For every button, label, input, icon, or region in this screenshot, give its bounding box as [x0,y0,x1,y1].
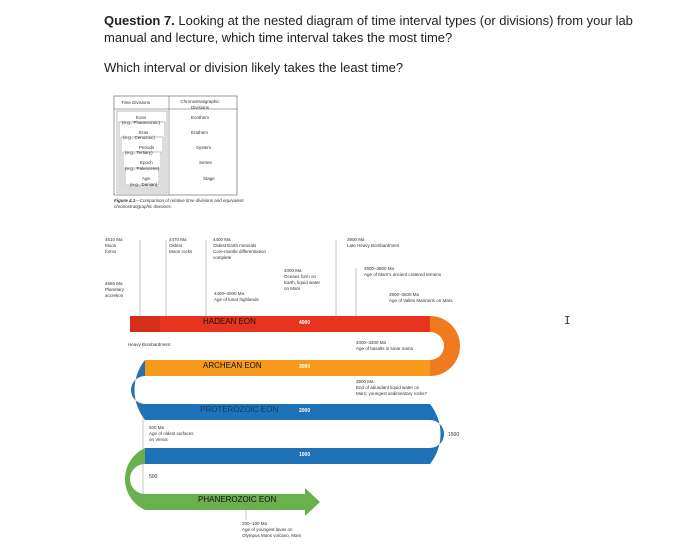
hadean-mark: 4000 [299,320,311,326]
fig-col1-header: Time Divisions [121,100,151,105]
event-heavy-bombardment: Heavy Bombardment [128,342,171,347]
fig-row-age: Age [142,176,151,181]
event-4400-d: complete [213,255,232,260]
event-3900-b: Late Heavy Bombardment [347,243,400,248]
archean-label: ARCHEAN EON [203,361,262,370]
event-3900s-b: Age of Valles Marineris on Mars [389,298,453,303]
hadean-label: HADEAN EON [203,317,256,326]
event-4000-d: on Mars [284,286,301,291]
event-4510: 4510 Ma [105,237,123,242]
event-4470-b: Oldest [169,243,183,248]
event-500-c: on Venus [149,437,168,442]
fig-row-periods-right: System [196,145,212,150]
fig-row-eons: Eons [136,115,147,120]
event-4400: 4400 Ma [213,237,231,242]
fig-row-eras: Eras [139,130,149,135]
event-4000-c: Earth, liquid water [284,280,321,285]
event-4400-b: Oldest Earth minerals [213,243,257,248]
event-3900: 3900 Ma [347,237,365,242]
mark-500: 500 [149,474,158,480]
proterozoic-lower-mark: 1000 [299,452,311,458]
fig-row-eras-right: Erathem [191,130,209,135]
event-4470: 4470 Ma [169,237,187,242]
event-4510-c: forms [105,249,117,254]
figure-caption [114,198,264,209]
event-4400r: 4400–4000 Ma [214,291,245,296]
event-200: 200–100 Ma [242,521,268,526]
event-3500-b: End of abundant liquid water on [356,385,420,390]
proterozoic-mark: 2000 [299,408,311,414]
event-4000: 4000 Ma [284,268,302,273]
event-4000-b: Oceans form on [284,274,317,279]
hadean-band [130,316,430,332]
event-3500: 3500 Ma [356,379,374,384]
fig-row-epoch: Epoch [140,160,153,165]
event-4000r: 4000–3200 Ma [356,340,387,345]
fig-col2-header: Chronostratigraphic Divisions [180,99,220,110]
proterozoic-label: PROTEROZOIC EON [200,405,279,414]
event-3900s: 3900–3500 Ma [389,292,420,297]
event-4510-b: Moon [105,243,117,248]
event-4560: 4560 Ma [105,281,123,286]
question-text [104,12,664,46]
text-cursor-icon: I [564,314,571,327]
fig-row-epoch-eg: (e.g., Paleocene) [125,166,160,171]
figure-caption-label: Figure 4.1 [114,198,136,203]
question-body: Looking at the nested diagram of time interval types (or divisions) from your lab manual and lecture, which time interval takes the most time? [104,13,633,45]
fig-row-epoch-right: Series [199,160,212,165]
event-200-b: Age of youngest lavas on [242,527,293,532]
sub-question: Which interval or division likely takes the least time? [104,60,404,75]
event-4560-c: accretion [105,293,124,298]
fig-row-eras-eg: (e.g., Cenozoic) [123,135,155,140]
fig-row-eons-right: Eonthem [191,115,210,120]
event-3900r: 3900–3800 Ma [364,266,395,271]
fig-row-eons-eg: (e.g., Phanerozoic) [122,120,161,125]
fig-row-age-eg: (e.g., Danian) [130,182,158,187]
event-500: 500 Ma [149,425,165,430]
event-4000r-b: Age of basalts in lunar maria [356,346,414,351]
event-200-c: Olympus Mons volcano, Mars [242,533,302,538]
event-4560-b: Planetary [105,287,125,292]
event-4400r-b: Age of lunar highlands [214,297,259,302]
phanerozoic-label: PHANEROZOIC EON [198,495,277,504]
archean-mark: 3000 [299,364,311,370]
event-4400-c: Core-mantle differentiation [213,249,266,254]
event-3500-c: Mars; youngest sedimentary rocks? [356,391,428,396]
fig-row-age-right: Stage [203,176,215,181]
fig-row-periods: Periods [139,145,155,150]
archean-band [145,360,430,376]
event-4470-c: Moon rocks [169,249,193,254]
figure-caption-text: —Comparison of relative time divisions and equivalent chronostratigraphic divisions. [114,198,244,209]
proterozoic-band [145,404,430,420]
mark-1500: 1500 [448,432,460,438]
question-number: Question 7. [104,13,175,28]
fig-row-periods-eg: (e.g., Tertiary) [125,150,153,155]
event-3900r-b: Age of Mars's ancient cratered terrains [364,272,442,277]
event-500-b: Age of oldest surfaces [149,431,194,436]
